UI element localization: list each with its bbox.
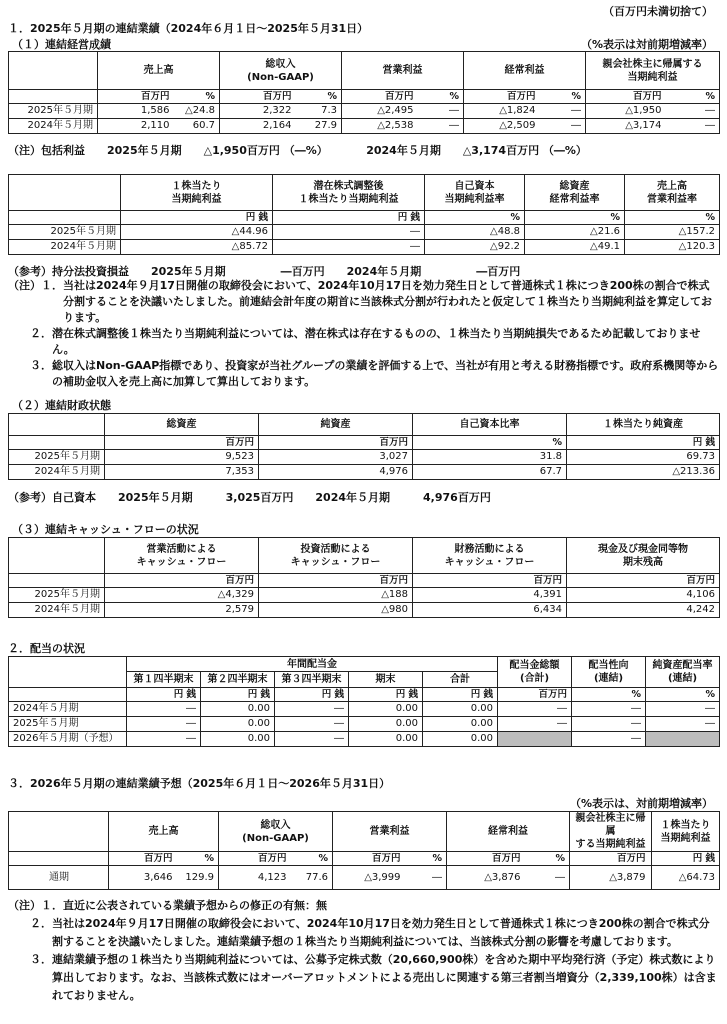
section2-sub: （２）連結財政状態 — [12, 399, 111, 412]
equity-method-ref: （参考）持分法投資損益 2025年５月期 ―百万円 2024年５月期 ―百万円 — [8, 265, 521, 278]
header-total: 合計 — [423, 672, 498, 688]
header-payout-ratio: 配当性向 (連結) — [572, 657, 646, 688]
dividends-table — [8, 656, 720, 747]
table-row: 2024年５月期 2,579 △980 6,434 4,242 — [9, 603, 720, 618]
forecast-notes: （注）１． 直近に公表されている業績予想からの修正の有無：無 ２． 当社は2024年９月17日開催の取締役会において、2024年10月17日を効力発生日として普通株式１株につき200株の割合で株式分割することを決議いたしました。連結業績予想の１株当たり当期純利益については、当該株式分割の影響を考慮しております。 ３． 連結業績予想の１株当たり当期純利益については、公募予定株式数（20,660,900株）を含めた期中平均発行済（予定）株式数により算出しております。なお、当該株式数にはオーバーアロットメントによる売出しに関連する第三者割当増資分（2,339,100株）は含まれておりません。 — [8, 899, 717, 1002]
table-row: 2025年５月期 ― 0.00 ― 0.00 0.00 ― ― ― — [9, 717, 720, 732]
table-row: 2025年５月期 △4,329 △188 4,391 4,106 — [9, 588, 720, 603]
header-diluted-eps: 潜在株式調整後 １株当たり当期純利益 — [273, 175, 425, 211]
header-ordinary-income: 経常利益 — [464, 52, 586, 90]
forecast-heading: ３．2026年５月期の連結業績予想（2025年６月１日～2026年５月31日） — [8, 777, 391, 790]
table-row: 2025年５月期 △44.96 ― △48.8 △21.6 △157.2 — [9, 225, 720, 240]
section1-heading: １．2025年５月期の連結業績（2024年６月１日～2025年５月31日） — [8, 22, 369, 35]
header-investing-cf: 投資活動による キャッシュ・フロー — [259, 538, 413, 574]
gray-cell — [498, 732, 572, 747]
header-net-assets: 純資産 — [259, 414, 413, 436]
header-operating-margin: 売上高 営業利益率 — [625, 175, 720, 211]
header-annual-dividends: 年間配当金 — [127, 657, 498, 672]
table-row: 2024年５月期 7,353 4,976 67.7 △213.36 — [9, 465, 720, 480]
header-eps: １株当たり 当期純利益 — [121, 175, 273, 211]
section1-notes: （注）１． 当社は2024年９月17日開催の取締役会において、2024年10月17日を効力発生日として普通株式１株につき200株の割合で株式分割することを決議いたしました。前連結会計年度の期首に当該株式分割が行われたと仮定して１株当たり当期純利益を算定しております。 ２． 潜在株式調整後１株当たり当期純利益については、潜在株式は存在するものの、１株当たり当期純損失であるため記載しておりません。 ３． 総収入はNon-GAAP指標であり、投資家が当社グループの業績を評価する上で、当社が有用と考える財務指標です。政府系機関等からの補助金収入を売上高に加算して算出しております。 — [8, 279, 719, 388]
header-total-revenue: 総収入 (Non-GAAP) — [220, 52, 342, 90]
table-row: 通期 3,646 129.9 4,123 77.6 △3,999 ― △3,876 ― △3,879 △64.73 — [9, 866, 720, 890]
header-total-revenue: 総収入 (Non-GAAP) — [219, 812, 333, 852]
table-row: 2024年５月期 2,110 60.7 2,164 27.9 △2,538 ― △2,509 ― △3,174 ― — [9, 119, 720, 134]
equity-ref: （参考）自己資本 2025年５月期 3,025百万円 2024年５月期 4,976百万円 — [8, 491, 491, 504]
gray-cell — [646, 732, 720, 747]
header-equity-ratio: 自己資本比率 — [413, 414, 567, 436]
header-eps: １株当たり 当期純利益 — [652, 812, 720, 852]
header-sales: 売上高 — [109, 812, 219, 852]
table-row: 2024年５月期 ― 0.00 ― 0.00 0.00 ― ― ― — [9, 702, 720, 717]
header-net-income: 親会社株主に帰属 する当期純利益 — [570, 812, 652, 852]
header-total-assets: 総資産 — [105, 414, 259, 436]
cash-flow-table — [8, 537, 720, 618]
header-financing-cf: 財務活動による キャッシュ・フロー — [413, 538, 567, 574]
forecast-pct-note: （%表示は、対前期増減率） — [569, 797, 713, 810]
units-row: 百万円 百万円 百万円 百万円 — [9, 574, 720, 588]
table-row: 2025年５月期 1,586 △24.8 2,322 7.3 △2,495 ― △1,824 ― △1,950 ― — [9, 104, 720, 119]
table-row: 2026年５月期（予想） ― 0.00 ― 0.00 0.00 ― — [9, 732, 720, 747]
header-ordinary-income: 経常利益 — [447, 812, 570, 852]
header-roa: 総資産 経常利益率 — [525, 175, 625, 211]
header-bps: １株当たり純資産 — [567, 414, 720, 436]
units-row: 百万円 % 百万円 % 百万円 % 百万円 % 百万円 円 銭 — [9, 852, 720, 866]
section1-pct-note: （%表示は対前期増減率） — [580, 38, 713, 51]
header-cash-ending: 現金及び現金同等物 期末残高 — [567, 538, 720, 574]
header-operating-cf: 営業活動による キャッシュ・フロー — [105, 538, 259, 574]
header-year-end: 期末 — [349, 672, 423, 688]
dividends-heading: ２．配当の状況 — [8, 642, 85, 655]
unit-note: （百万円未満切捨て） — [603, 5, 713, 18]
units-row: 円 銭 円 銭 % % % — [9, 211, 720, 225]
header-operating-income: 営業利益 — [342, 52, 464, 90]
units-row: 百万円 百万円 % 円 銭 — [9, 436, 720, 450]
header-q3: 第３四半期末 — [275, 672, 349, 688]
header-blank — [9, 52, 98, 90]
header-q2: 第２四半期末 — [201, 672, 275, 688]
financial-position-table — [8, 413, 720, 480]
forecast-table — [8, 811, 720, 890]
header-doe: 純資産配当率 (連結) — [646, 657, 720, 688]
units-row: 円 銭 円 銭 円 銭 円 銭 円 銭 百万円 % % — [9, 688, 720, 702]
header-operating-income: 営業利益 — [333, 812, 447, 852]
operating-results-table — [8, 51, 720, 134]
section3-sub: （３）連結キャッシュ・フローの状況 — [12, 523, 199, 536]
comprehensive-income-note: （注）包括利益 2025年５月期 △1,950百万円 （―%） 2024年５月期 △3,174百万円 （―%） — [8, 144, 587, 157]
header-q1: 第１四半期末 — [127, 672, 201, 688]
table-row: 2025年５月期 9,523 3,027 31.8 69.73 — [9, 450, 720, 465]
units-row: 百万円 % 百万円 % 百万円 % 百万円 % 百万円 % — [9, 90, 720, 104]
header-dividend-total: 配当金総額 (合計) — [498, 657, 572, 688]
table-row: 2024年５月期 △85.72 ― △92.2 △49.1 △120.3 — [9, 240, 720, 255]
header-roe: 自己資本 当期純利益率 — [425, 175, 525, 211]
header-sales: 売上高 — [98, 52, 220, 90]
header-net-income: 親会社株主に帰属する 当期純利益 — [586, 52, 720, 90]
per-share-table — [8, 174, 720, 255]
section1-sub1: （１）連結経営成績 — [12, 38, 111, 51]
